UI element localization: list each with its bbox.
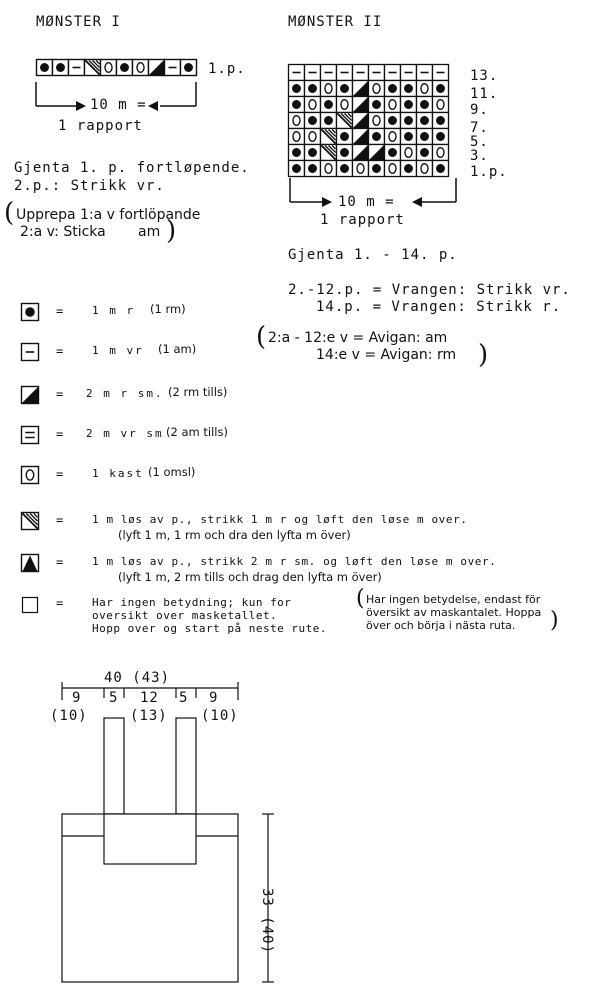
pattern2-title: MØNSTER II — [288, 14, 383, 30]
legend-swedish: (2 rm tills) — [168, 385, 228, 399]
dim-left-alt: (10) — [50, 708, 88, 724]
dim-height: 33 (40) — [259, 888, 275, 955]
legend-eq: = — [56, 427, 65, 441]
pattern1-swedish-2b: am — [138, 224, 161, 240]
dim-total-width: 40 (43) — [104, 670, 171, 686]
pattern1-instruction-2: 2.p.: Strikk vr. — [14, 178, 165, 194]
pattern2-swedish-1: 2:a - 12:e v = Avigan: am — [268, 330, 448, 346]
pattern2-row-label: 1.p. — [470, 164, 508, 180]
legend-eq: = — [56, 467, 65, 481]
pattern2-row-label: 9. — [470, 102, 489, 118]
legend-eq: = — [56, 387, 65, 401]
legend-swedish: (1 rm) — [150, 302, 186, 316]
pattern1-title: MØNSTER I — [36, 14, 121, 30]
legend-swedish: (lyft 1 m, 1 rm och dra den lyfta m över) — [118, 528, 351, 542]
legend-eq: = — [56, 513, 65, 527]
dim-left: 9 — [72, 690, 82, 706]
bracket-open: ( — [4, 198, 15, 228]
bracket-close: ) — [550, 608, 559, 633]
dim-right-alt: (10) — [201, 708, 239, 724]
pattern2-repeat-width: 10 m = — [338, 194, 395, 210]
pattern2-row-label: 7. — [470, 120, 489, 136]
legend-empty-swedish-3: över och börja i nästa ruta. — [366, 619, 516, 632]
legend-empty-swedish-1: Har ingen betydelse, endast för — [366, 593, 541, 606]
pattern1-instruction-1: Gjenta 1. p. fortløpende. — [14, 160, 250, 176]
bracket-open: ( — [356, 586, 365, 611]
pattern1-repeat-label: 1 rapport — [58, 118, 143, 134]
pattern1-repeat-width: 10 m = — [90, 97, 147, 113]
dim-right: 9 — [209, 690, 219, 706]
bracket-open: ( — [256, 322, 267, 352]
dim-middle-alt: (13) — [130, 708, 168, 724]
pattern2-row-label: 13. — [470, 68, 499, 84]
bracket-close: ) — [166, 216, 177, 246]
legend-text: 1 m vr — [92, 344, 144, 357]
pattern2-instruction-1: 2.-12.p. = Vrangen: Strikk vr. — [288, 282, 571, 298]
legend-swedish: (1 am) — [158, 342, 197, 356]
legend-text: 2 m r sm. — [86, 387, 164, 400]
legend-text: 1 m løs av p., strikk 2 m r sm. og løft den løse m over. — [92, 555, 497, 568]
dim-strap-left: 5 — [109, 690, 119, 706]
pattern2-repeat-label: 1 rapport — [320, 212, 405, 228]
pattern2-row-label: 5. — [470, 134, 489, 150]
pattern2-row-label: 11. — [470, 86, 499, 102]
bracket-close: ) — [478, 340, 489, 370]
legend-swedish: (lyft 1 m, 2 rm tills och drag den lyfta m över) — [118, 570, 382, 584]
legend-empty-line-3: Hopp over og start på neste rute. — [92, 622, 328, 635]
pattern2-swedish-2: 14:e v = Avigan: rm — [316, 347, 457, 363]
pattern2-row-label: 3. — [470, 148, 489, 164]
legend-eq: = — [56, 344, 65, 358]
legend-eq: = — [56, 304, 65, 318]
legend-empty-line-2: oversikt over masketallet. — [92, 609, 278, 622]
legend-text: 1 kast — [92, 467, 144, 480]
dim-middle: 12 — [140, 690, 159, 706]
pattern2-instruction-2: 14.p. = Vrangen: Strikk r. — [316, 299, 562, 315]
legend-empty-line-1: Har ingen betydning; kun for — [92, 596, 292, 609]
legend-text: 1 m r — [92, 304, 136, 317]
legend-empty-eq: = — [56, 596, 65, 610]
legend-swedish: (2 am tills) — [166, 425, 228, 439]
legend-eq: = — [56, 555, 65, 569]
legend-swedish: (1 omsl) — [148, 465, 196, 479]
legend-text: 2 m vr sm — [86, 427, 164, 440]
pattern2-repeat-instruction: Gjenta 1. - 14. p. — [288, 247, 458, 263]
pattern1-swedish-2: 2:a v: Sticka — [20, 224, 106, 240]
legend-empty-swedish-2: översikt av maskantalet. Hoppa — [366, 606, 542, 619]
pattern1-swedish-1: Upprepa 1:a v fortlöpande — [16, 207, 201, 223]
pattern1-row-label: 1.p. — [208, 61, 246, 77]
dim-strap-right: 5 — [179, 690, 189, 706]
legend-text: 1 m løs av p., strikk 1 m r og løft den løse m over. — [92, 513, 468, 526]
